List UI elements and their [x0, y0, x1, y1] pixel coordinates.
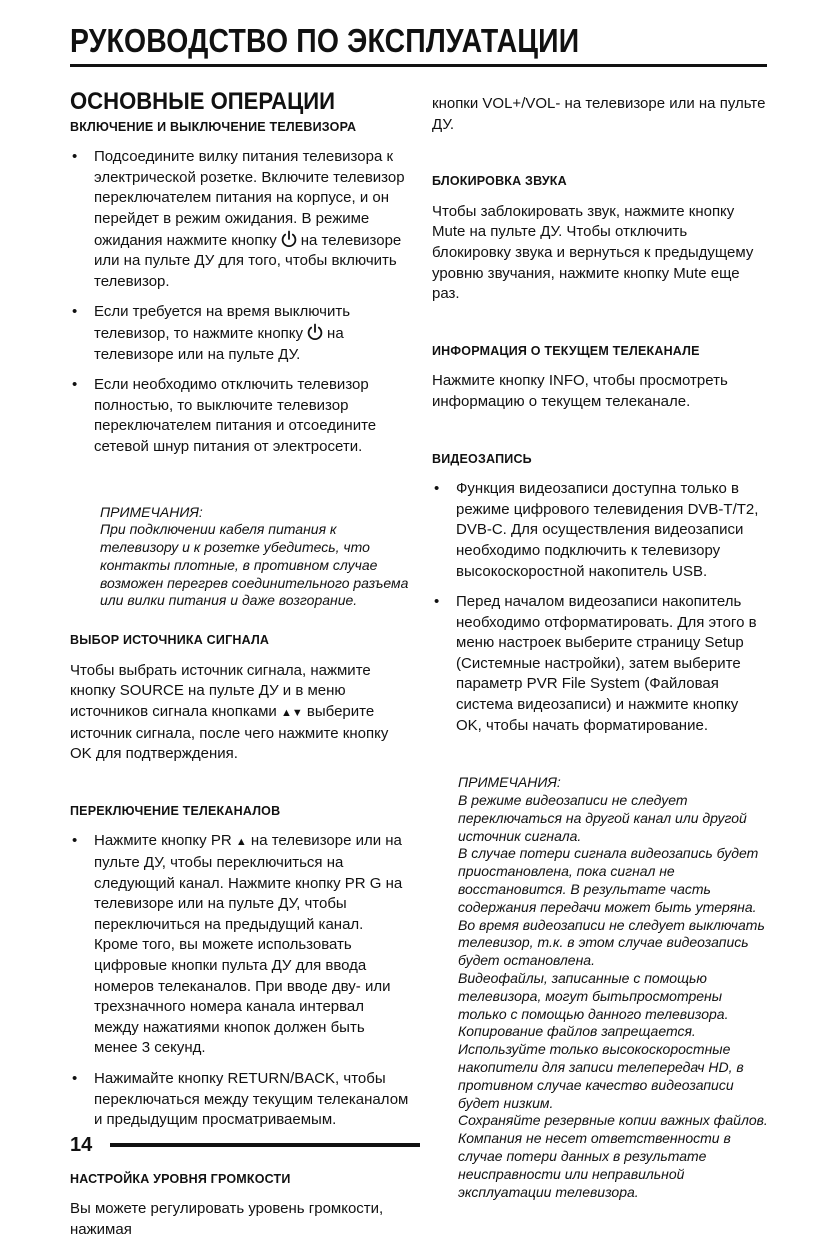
heading-recording: ВИДЕОЗАПИСЬ [432, 451, 532, 466]
note-text: Сохраняйте резервные копии важных файлов. [458, 1112, 768, 1129]
list-item: • Функция видеозаписи доступна только в режиме цифрового телевидения DVB-T/T2, DVB-C. Для осуществления видеозаписи необходимо подключить к телевизору высокоскоростной накопитель USB. [434, 480, 759, 580]
bullet-icon: • [72, 1069, 78, 1087]
list-item: • Нажмите кнопку PR ▲ на телевизоре или на пульте ДУ, чтобы переключиться на следующий канал. Нажмите кнопку PR G на телевизоре или на пульте ДУ, чтобы переключиться на предыдущий канал. Кроме того, вы можете использовать цифровые кнопки пульта ДУ для ввода номеров телеканалов. При вводе дву- или трехзначного номера канала интервал между нажатиями кнопок должен быть менее 3 секунд. [72, 832, 403, 1057]
notes-title: ПРИМЕЧАНИЯ: [458, 774, 561, 791]
note-text: Используйте только высокоскоростные накопители для записи телепередач HD, в противном случае качество видеозаписи будет низким. [458, 1041, 744, 1111]
channels-list [70, 831, 410, 1130]
mute-text: Чтобы заблокировать звук, нажмите кнопку Mute на пульте ДУ. Чтобы отключить блокировку звука и вернуться к предыдущему уровню звучания, нажмите кнопку Mute еще раз. [432, 202, 754, 303]
page-title: РУКОВОДСТВО ПО ЭКСПЛУАТАЦИИ [70, 22, 580, 59]
list-item: • Нажимайте кнопку RETURN/BACK, чтобы переключаться между текущим телеканалом и предыдущим просматриваемым. [72, 1069, 409, 1129]
arrows-updown-icon: ▲▼ [280, 707, 303, 720]
list-item: • Если необходимо отключить телевизор полностью, то выключите телевизор переключателем питания и отсоедините сетевой шнур питания от электросети. [72, 376, 377, 455]
heading-power: ВКЛЮЧЕНИЕ И ВЫКЛЮЧЕНИЕ ТЕЛЕВИЗОРА [70, 119, 357, 134]
power-list [70, 147, 410, 457]
note-text: В случае потери сигнала видеозапись будет приостановлена, пока сигнал не восстановится. В результате часть содержания передачи может быть утеряна. [458, 845, 759, 915]
bullet-icon: • [72, 376, 78, 394]
bullet-icon: • [72, 148, 78, 166]
recording-notes-block [432, 774, 768, 1201]
heading-mute: БЛОКИРОВКА ЗВУКА [432, 174, 567, 189]
page-number: 14 [70, 1134, 93, 1156]
recording-list [432, 479, 768, 736]
note-text: Во время видеозаписи не следует выключать телевизор, т.к. в этом случае видеозапись будет остановлена. [458, 916, 765, 969]
power-icon [306, 323, 324, 341]
title-divider [70, 64, 767, 67]
footer-divider [110, 1143, 420, 1147]
left-column [70, 88, 410, 1241]
source-text: Чтобы выбрать источник сигнала, нажмите кнопку SOURCE на пульте ДУ и в меню источников сигнала кнопками ▲▼ выберите источник сигнала, после чего нажмите кнопку OK для подтверждения. [70, 661, 389, 763]
bullet-icon: • [72, 303, 78, 321]
note-text: В режиме видеозаписи не следует переключаться на другой канал или другой источник сигнала. [458, 792, 747, 844]
bullet-icon: • [72, 832, 78, 850]
list-item: • Подсоедините вилку питания телевизора к электрической розетке. Включите телевизор переключателем питания на корпусе, и он перейдет в режим ожидания. В режиме ожидания нажмите кнопку на телевизоре или на пульте ДУ для того, чтобы включить телевизор. [72, 148, 405, 290]
notes-title: ПРИМЕЧАНИЯ: [100, 503, 203, 520]
right-column [432, 92, 768, 1201]
heading-source: ВЫБОР ИСТОЧНИКА СИГНАЛА [70, 633, 270, 648]
volume-text-cont: кнопки VOL+/VOL- на телевизоре или на пульте ДУ. [432, 95, 766, 133]
heading-volume: НАСТРОЙКА УРОВНЯ ГРОМКОСТИ [70, 1171, 291, 1186]
volume-text: Вы можете регулировать уровень громкости, нажимая [70, 1200, 384, 1238]
power-icon [280, 230, 298, 248]
arrow-up-icon: ▲ [235, 836, 247, 849]
notes-block [70, 504, 410, 611]
heading-channels: ПЕРЕКЛЮЧЕНИЕ ТЕЛЕКАНАЛОВ [70, 803, 281, 818]
list-item: • Если требуется на время выключить телевизор, то нажмите кнопку на телевизоре или на пульте ДУ. [72, 303, 351, 363]
info-text: Нажмите кнопку INFO, чтобы просмотреть информацию о текущем телеканале. [432, 372, 728, 410]
note-text: Компания не несет ответственности в случае потери данных в результате неисправности или неправильной эксплуатации телевизора. [458, 1130, 731, 1200]
note-text: Видеофайлы, записанные с помощью телевизора, могут бытьпросмотрены только с помощью данного телевизора. Копирование файлов запрещается. [458, 970, 729, 1040]
section-title: ОСНОВНЫЕ ОПЕРАЦИИ [70, 88, 335, 115]
bullet-icon: • [434, 593, 440, 611]
list-item: • Перед началом видеозаписи накопитель необходимо отформатировать. Для этого в меню настроек выберите страницу Setup (Системные настройки), затем выберите параметр PVR File System (Файловая система видеозаписи) и нажмите кнопку OK, чтобы начать форматирование. [434, 593, 757, 734]
note-text: При подключении кабеля питания к телевизору и к розетке убедитесь, что контакты плотные, в противном случае возможен перегрев соединительного разъема или вилки питания и даже возгорание. [100, 521, 409, 609]
bullet-icon: • [434, 480, 440, 498]
heading-info: ИНФОРМАЦИЯ О ТЕКУЩЕМ ТЕЛЕКАНАЛЕ [432, 343, 700, 358]
